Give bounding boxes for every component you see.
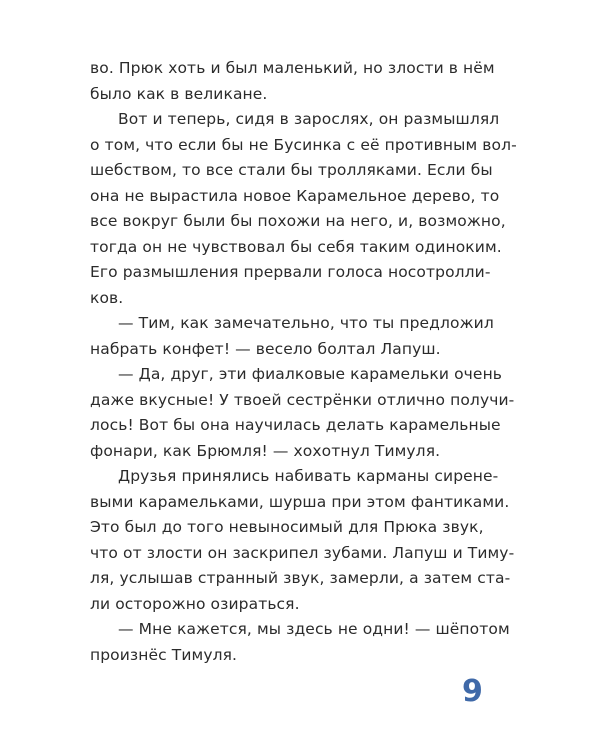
- text-line: произнёс Тимуля.: [90, 645, 238, 664]
- text-line: о том, что если бы не Бусинка с её противным вол-: [90, 135, 517, 154]
- text-line: Это был до того невыносимый для Прюка звук,: [90, 518, 484, 536]
- text-line: фонари, как Брюмля! — хохотнул Тимуля.: [90, 441, 441, 460]
- text-line: было как в великане.: [90, 84, 268, 103]
- text-line: — Да, друг, эти фиалковые карамельки очень: [118, 365, 503, 383]
- text-line: — Тим, как замечательно, что ты предложил: [118, 314, 494, 332]
- text-line: — Мне кажется, мы здесь не одни! — шёпотом: [118, 620, 510, 638]
- text-line: даже вкусные! У твоей сестрёнки отлично получи-: [90, 390, 515, 409]
- text-line: Вот и теперь, сидя в зарослях, он размышлял: [118, 110, 500, 128]
- text-line: выми карамельками, шурша при этом фантиками.: [90, 492, 510, 511]
- text-line: она не вырастила новое Карамельное дерево, то: [90, 186, 500, 205]
- page-number: 9: [462, 674, 483, 709]
- text-line: ля, услышав странный звук, замерли, а затем ста-: [90, 569, 511, 587]
- text-line: набрать конфет! — весело болтал Лапуш.: [90, 339, 441, 358]
- text-line: шебством, то все стали бы тролляками. Если бы: [90, 161, 493, 179]
- text-line: ли осторожно озираться.: [90, 594, 300, 613]
- text-line: что от злости он заскрипел зубами. Лапуш и Тиму-: [90, 543, 515, 562]
- text-line: тогда он не чувствовал бы себя таким одиноким.: [90, 237, 502, 256]
- text-line: Его размышления прервали голоса носотролли-: [90, 263, 491, 281]
- page-body-text: [90, 56, 520, 668]
- text-line: Друзья принялись набивать карманы сирене-: [118, 467, 499, 485]
- text-line: лось! Вот бы она научилась делать карамельные: [90, 416, 501, 434]
- text-line: во. Прюк хоть и был маленький, но злости в нём: [90, 59, 495, 77]
- text-line: ков.: [90, 288, 124, 307]
- text-line: все вокруг были бы похожи на него, и, возможно,: [90, 212, 506, 230]
